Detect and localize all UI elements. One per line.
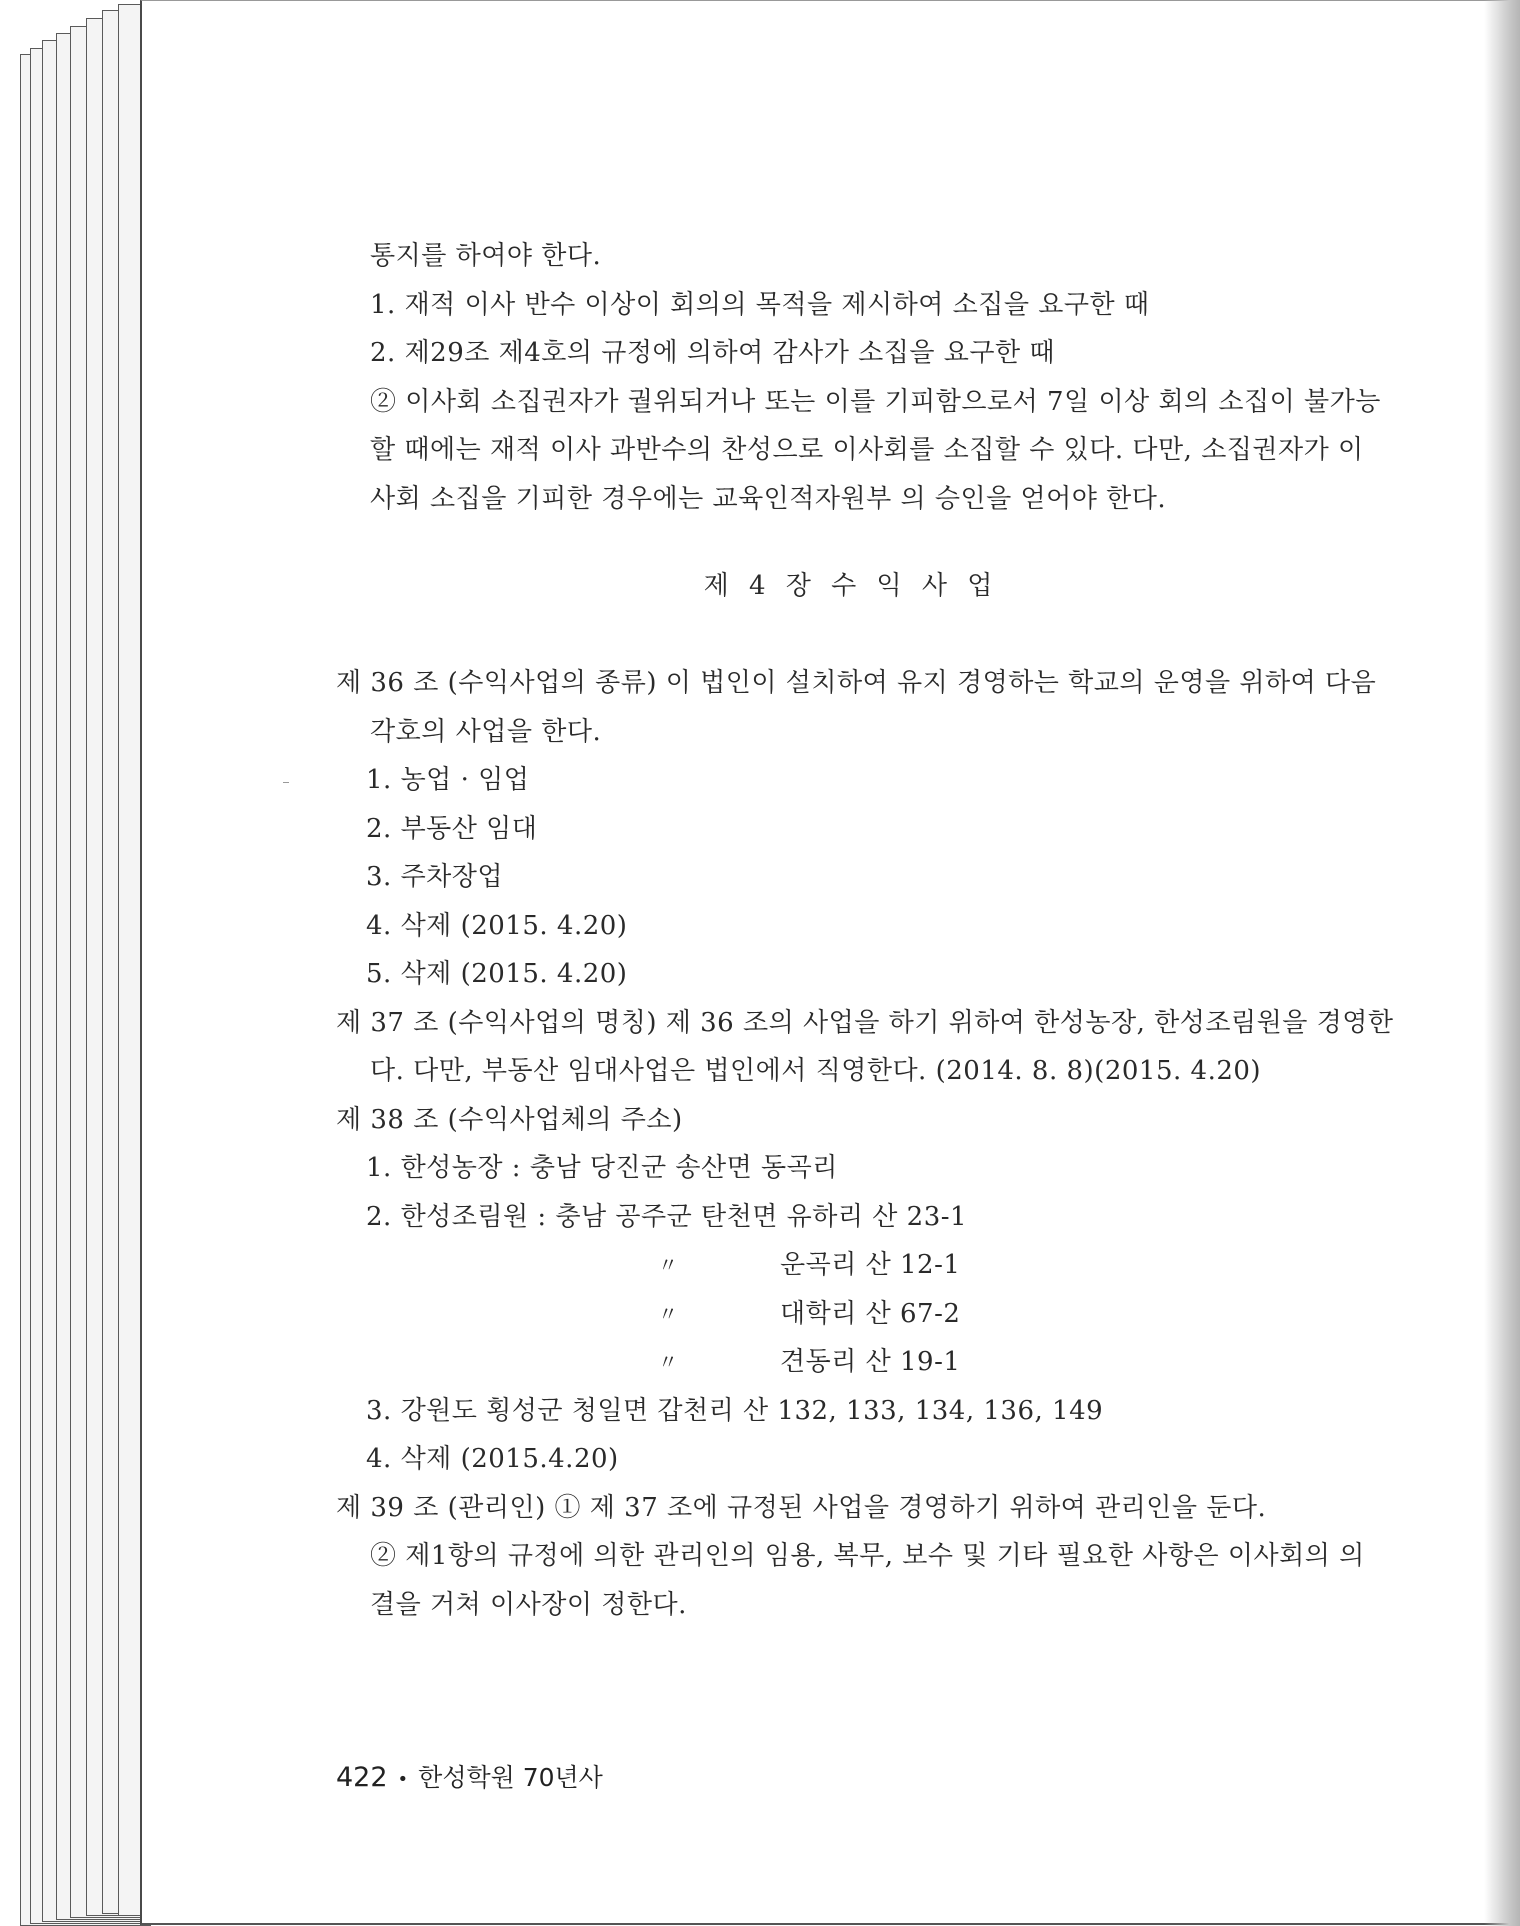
list-item: 2. 부동산 임대 — [366, 813, 538, 844]
page-shadow — [1484, 0, 1520, 1926]
list-item: 3. 주차장업 — [366, 862, 504, 892]
list-item: 1. 농업 · 임업 — [366, 765, 530, 795]
text-line: 각호의 사업을 한다. — [370, 716, 602, 747]
address-row — [336, 1338, 1336, 1387]
article-38-heading: 제 38 조 (수익사업체의 주소) — [336, 1104, 683, 1135]
ditto-mark: 〃 — [658, 1253, 679, 1277]
bullet-icon: • — [397, 1768, 409, 1790]
list-item: 2. 제29조 제4호의 규정에 의하여 감사가 소집을 요구한 때 — [370, 338, 1055, 368]
text-line: 통지를 하여야 한다. — [370, 241, 602, 271]
list-item: 5. 삭제 (2015. 4.20) — [366, 959, 628, 989]
ditto-mark: 〃 — [658, 1301, 679, 1326]
page-number: 422 — [336, 1762, 388, 1793]
article-36-heading: 제 36 조 (수익사업의 종류) 이 법인이 설치하여 유지 경영하는 학교의 운영을 위하여 다음 — [336, 668, 1377, 698]
address-row — [336, 1290, 1336, 1339]
page-body — [336, 232, 1394, 1629]
article-37-heading: 제 37 조 (수익사업의 명칭) 제 36 조의 사업을 하기 위하여 한성농장, 한성조림원을 경영한 — [336, 1007, 1394, 1038]
list-item: 1. 한성농장 : 충남 당진군 송산면 동곡리 — [366, 1153, 838, 1183]
chapter-title: 제 4 장 수 익 사 업 — [703, 571, 999, 601]
text-line: ② 제1항의 규정에 의한 관리인의 임용, 복무, 보수 및 기타 필요한 사항은 이사회의 의 — [370, 1541, 1365, 1571]
ditto-mark: 〃 — [658, 1350, 679, 1374]
address-row — [336, 1241, 1336, 1290]
text-line: 다. 다만, 부동산 임대사업은 법인에서 직영한다. (2014. 8. 8)(2015. 4.20) — [370, 1056, 1262, 1086]
list-item: 2. 한성조림원 : 충남 공주군 탄천면 유하리 산 23-1 — [366, 1201, 968, 1232]
address-text: 운곡리 산 12-1 — [780, 1250, 961, 1280]
text-line: ② 이사회 소집권자가 궐위되거나 또는 이를 기피함으로서 7일 이상 회의 소집이 불가능 — [370, 386, 1381, 417]
list-item: 4. 삭제 (2015. 4.20) — [366, 910, 628, 941]
page-footer — [336, 1758, 603, 1794]
book-title: 한성학원 70년사 — [418, 1763, 603, 1792]
article-39-heading: 제 39 조 (관리인) ① 제 37 조에 규정된 사업을 경영하기 위하여 관리인을 둔다. — [336, 1492, 1267, 1523]
text-line: 할 때에는 재적 이사 과반수의 찬성으로 이사회를 소집할 수 있다. 다만, 소집권자가 이 — [370, 435, 1364, 465]
scan-mark — [283, 782, 289, 783]
list-item: 1. 재적 이사 반수 이상이 회의의 목적을 제시하여 소집을 요구한 때 — [370, 289, 1150, 320]
address-text: 대학리 산 67-2 — [780, 1298, 961, 1329]
text-line: 결을 거쳐 이사장이 정한다. — [370, 1589, 687, 1620]
address-text: 견동리 산 19-1 — [780, 1347, 961, 1377]
list-item: 3. 강원도 횡성군 청일면 갑천리 산 132, 133, 134, 136, 149 — [366, 1395, 1104, 1426]
text-line: 사회 소집을 기피한 경우에는 교육인적자원부 의 승인을 얻어야 한다. — [370, 483, 1167, 514]
list-item: 4. 삭제 (2015.4.20) — [366, 1444, 619, 1474]
